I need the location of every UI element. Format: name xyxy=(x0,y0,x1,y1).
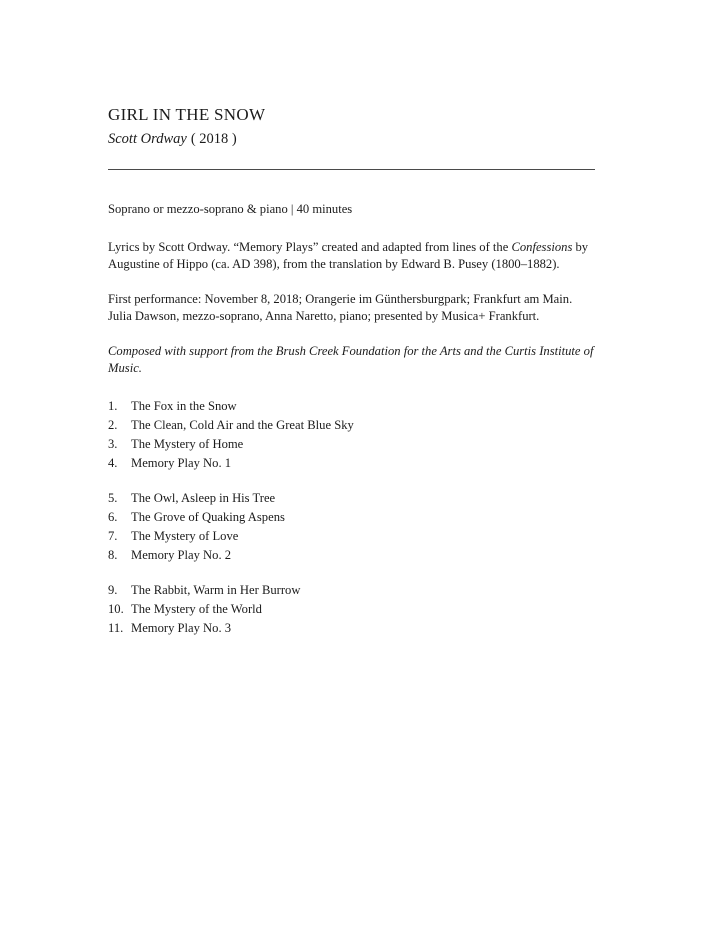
movement-group-3 xyxy=(108,581,600,638)
movement-title: The Mystery of Love xyxy=(131,529,239,543)
divider-rule xyxy=(108,169,595,170)
lyrics-note-line-2: Augustine of Hippo (ca. AD 398), from the translation by Edward B. Pusey (1800–1882). xyxy=(108,257,560,271)
lyrics-note-line-1 xyxy=(108,239,600,256)
movement-number: 11. xyxy=(108,621,124,635)
movement-title: The Mystery of the World xyxy=(131,602,262,616)
movement-list xyxy=(108,397,600,638)
movement-number: 2. xyxy=(108,418,118,432)
lyrics-note-italic-title: Confessions xyxy=(511,240,573,254)
premiere-line-2: Julia Dawson, mezzo-soprano, Anna Naretto, piano; presented by Musica+ Frankfurt. xyxy=(108,309,540,323)
movement-title: Memory Play No. 3 xyxy=(131,621,232,635)
movement-row xyxy=(108,397,600,416)
movement-number: 5. xyxy=(108,491,118,505)
movement-row xyxy=(108,416,600,435)
movement-row xyxy=(108,527,600,546)
movement-title: Memory Play No. 1 xyxy=(131,456,232,470)
movement-row xyxy=(108,600,600,619)
movement-title: The Grove of Quaking Aspens xyxy=(131,510,285,524)
movement-row xyxy=(108,435,600,454)
work-year: ( 2018 ) xyxy=(190,131,237,147)
movement-number: 4. xyxy=(108,456,118,470)
movement-number: 10. xyxy=(108,602,124,616)
page-title: GIRL IN THE SNOW xyxy=(108,105,266,124)
lyrics-note xyxy=(108,239,600,273)
movement-row xyxy=(108,454,600,473)
movement-number: 8. xyxy=(108,548,118,562)
composer-name: Scott Ordway xyxy=(108,131,187,147)
movement-number: 9. xyxy=(108,583,118,597)
movement-number: 3. xyxy=(108,437,118,451)
movement-group-2 xyxy=(108,489,600,565)
movement-group-1 xyxy=(108,397,600,473)
movement-row xyxy=(108,619,600,638)
movement-number: 1. xyxy=(108,399,118,413)
movement-number: 7. xyxy=(108,529,118,543)
movement-row xyxy=(108,489,600,508)
movement-title: The Mystery of Home xyxy=(131,437,244,451)
document-content xyxy=(108,0,600,638)
lyrics-note-text: by xyxy=(572,240,589,254)
movement-title: The Rabbit, Warm in Her Burrow xyxy=(131,583,301,597)
movement-row xyxy=(108,546,600,565)
movement-row xyxy=(108,581,600,600)
support-note: Composed with support from the Brush Creek Foundation for the Arts and the Curtis Institute of Music. xyxy=(108,344,594,375)
movement-title: Memory Play No. 2 xyxy=(131,548,232,562)
byline xyxy=(108,130,600,148)
movement-number: 6. xyxy=(108,510,118,524)
lyrics-note-text: Lyrics by Scott Ordway. “Memory Plays” created and adapted from lines of the xyxy=(108,240,512,254)
premiere-note xyxy=(108,291,600,325)
movement-row xyxy=(108,508,600,527)
premiere-line-1: First performance: November 8, 2018; Orangerie im Günthersburgpark; Frankfurt am Main. xyxy=(108,292,573,306)
movement-title: The Clean, Cold Air and the Great Blue Sky xyxy=(131,418,354,432)
movement-title: The Owl, Asleep in His Tree xyxy=(131,491,276,505)
movement-title: The Fox in the Snow xyxy=(131,399,237,413)
instrumentation-line: Soprano or mezzo-soprano & piano | 40 minutes xyxy=(108,202,353,216)
